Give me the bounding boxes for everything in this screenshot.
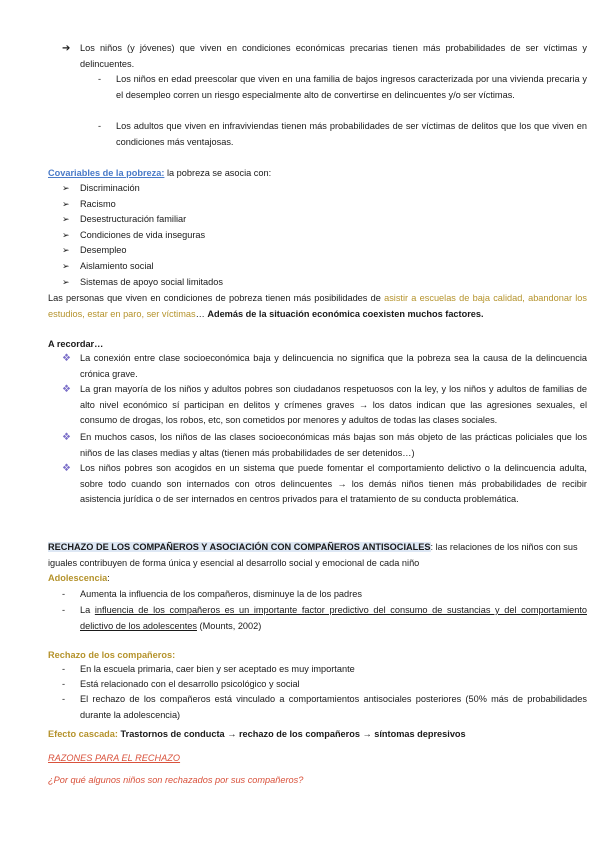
underlined-phrase: influencia de los compañeros es un importante factor predictivo del consumo de sustancias y del comportamiento delictivo de los adolescentes [80, 605, 587, 631]
covariables-paragraph [48, 291, 587, 322]
arrowhead-icon: ➢ [62, 229, 70, 240]
covariables-heading: Covariables de la pobreza: [48, 168, 165, 178]
list-item-text: Desempleo [80, 245, 127, 256]
rechazo-item [62, 662, 587, 678]
arrowhead-icon: ➢ [62, 276, 70, 287]
list-item [62, 259, 582, 275]
recordar-item [62, 351, 587, 382]
rechazo-heading: RECHAZO DE LOS COMPAÑEROS Y ASOCIACIÓN CON COMPAÑEROS ANTISOCIALES [48, 542, 431, 552]
adolescencia-label-line [48, 571, 110, 587]
sub-list-item [98, 72, 587, 103]
adolescencia-item-text [80, 603, 587, 634]
efecto-text: Trastornos de conducta → rechazo de los compañeros → síntomas depresivos [117, 729, 466, 739]
list-item [62, 181, 582, 197]
recordar-item-text: La conexión entre clase socioeconómica baja y delincuencia no significa que la pobreza sea la causa de la delincuencia crónica grave. [80, 353, 587, 379]
arrowhead-icon: ➢ [62, 198, 70, 209]
diamond-bullet-icon: ❖ [62, 463, 71, 474]
list-item-text: Discriminación [80, 183, 140, 193]
adolescencia-colon: : [107, 573, 110, 583]
arrow-right-icon: ➔ [62, 43, 71, 54]
rechazo-label: Rechazo de los compañeros: [48, 650, 176, 660]
sub-item-text: Los niños en edad preescolar que viven en una familia de bajos ingresos caracterizada por una vivienda precaria y el desempleo corren un riesgo especialmente alto de convertirse en delincuentes y/o ser víctimas. [116, 74, 587, 100]
list-item [62, 228, 582, 244]
recordar-item-text: La gran mayoría de los niños y adultos pobres son ciudadanos respetuosos con la ley, y los niños y adultos de familias de alto nivel económico sí participan en delitos y crímenes graves → los datos indican que las agresiones sexuales, el consumo de drogas, los robos, etc, son cometidos por menores y adultos de todas las clases sociales. [80, 384, 587, 426]
recordar-item-text: Los niños pobres son acogidos en un sistema que puede fomentar el comportamiento delictivo o la delincuencia adulta, sobre todo cuando son internados con otros delincuentes → los demás niños tienen más probabilidades de recibir asistencia jurídica o de ser internados en centros privados para el tratamiento de su conducta problemática. [80, 463, 587, 505]
adolescencia-item-text: Aumenta la influencia de los compañeros, disminuye la de los padres [80, 589, 362, 599]
rechazo-item-text: El rechazo de los compañeros está vinculado a comportamientos antisociales posteriores (50% más de probabilidades durante la adolescencia) [80, 694, 587, 720]
rechazo-item [62, 692, 587, 723]
sub-list-item [98, 119, 587, 150]
recordar-item [62, 461, 587, 508]
ellipsis: … [195, 308, 208, 319]
recordar-item [62, 382, 587, 429]
razones-heading: RAZONES PARA EL RECHAZO [48, 753, 181, 763]
bold-statement: Además de la situación económica coexisten muchos factores. [207, 308, 484, 319]
rechazo-heading-rest: : las relaciones de los niños con sus iguales contribuyen de forma única y esencial al desarrollo social y emocional de cada niño [48, 542, 578, 568]
adolescencia-label: Adolescencia [48, 573, 108, 583]
diamond-bullet-icon: ❖ [62, 353, 71, 364]
diamond-bullet-icon: ❖ [62, 432, 71, 443]
item-prefix: La [80, 605, 95, 615]
adolescencia-item [62, 603, 587, 634]
recordar-item [62, 430, 587, 461]
efecto-label: Efecto cascada: [48, 729, 118, 739]
citation: (Mounts, 2002) [196, 620, 262, 631]
list-item-text: Aislamiento social [80, 260, 154, 271]
adolescencia-item [62, 587, 587, 603]
dash-marker: - [62, 679, 66, 689]
rechazo-item [62, 677, 587, 693]
diamond-bullet-icon: ❖ [62, 384, 71, 395]
arrowhead-icon: ➢ [62, 245, 70, 256]
dash-marker: - [62, 605, 66, 615]
dash-marker: - [62, 589, 66, 599]
sub-item-text: Los adultos que viven en infraviviendas tienen más probabilidades de ser víctimas de delitos que los que viven en condiciones más ventajosas. [116, 121, 587, 147]
efecto-cascada-line [48, 727, 588, 743]
dash-marker: - [98, 121, 102, 131]
dash-marker: - [62, 694, 66, 704]
rechazo-item-text: Está relacionado con el desarrollo psicológico y social [80, 679, 300, 689]
list-item [62, 275, 582, 291]
arrowhead-icon: ➢ [62, 183, 70, 193]
covariables-heading-line [48, 166, 588, 182]
rechazo-heading-paragraph [48, 540, 588, 571]
covariables-intro: la pobreza se asocia con: [164, 168, 272, 178]
covariables-list [62, 181, 582, 290]
dash-marker: - [98, 74, 102, 84]
list-item-text: Desestructuración familiar [80, 214, 187, 225]
recordar-item-text: En muchos casos, los niños de las clases socioeconómicas más bajas son más objeto de las prácticas policiales que los niños de las clases medias y altas (tienen más probabilidades de ser detenidos…) [80, 432, 587, 458]
list-item-text: Sistemas de apoyo social limitados [80, 276, 223, 287]
arrowhead-icon: ➢ [62, 260, 70, 271]
list-item-text: Racismo [80, 198, 116, 209]
arrow-item-text: Los niños (y jóvenes) que viven en condiciones económicas precarias tienen más probabilidades de ser víctimas y delincuentes. [80, 43, 587, 69]
list-item [62, 212, 582, 228]
recordar-heading: A recordar… [48, 339, 104, 349]
highlighted-phrase: asistir a escuelas de baja calidad, abandonar los estudios, estar en paro, ser víctimas [48, 293, 588, 319]
list-item-text: Condiciones de vida inseguras [80, 229, 206, 240]
razones-question: ¿Por qué algunos niños son rechazados por sus compañeros? [48, 775, 304, 785]
arrow-list-item [62, 41, 587, 72]
paragraph-start: Las personas que viven en condiciones de pobreza tienen más posibilidades de [48, 293, 385, 303]
arrowhead-icon: ➢ [62, 214, 70, 225]
dash-marker: - [62, 664, 66, 674]
list-item [62, 197, 582, 213]
list-item [62, 243, 582, 259]
rechazo-item-text: En la escuela primaria, caer bien y ser aceptado es muy importante [80, 664, 355, 674]
